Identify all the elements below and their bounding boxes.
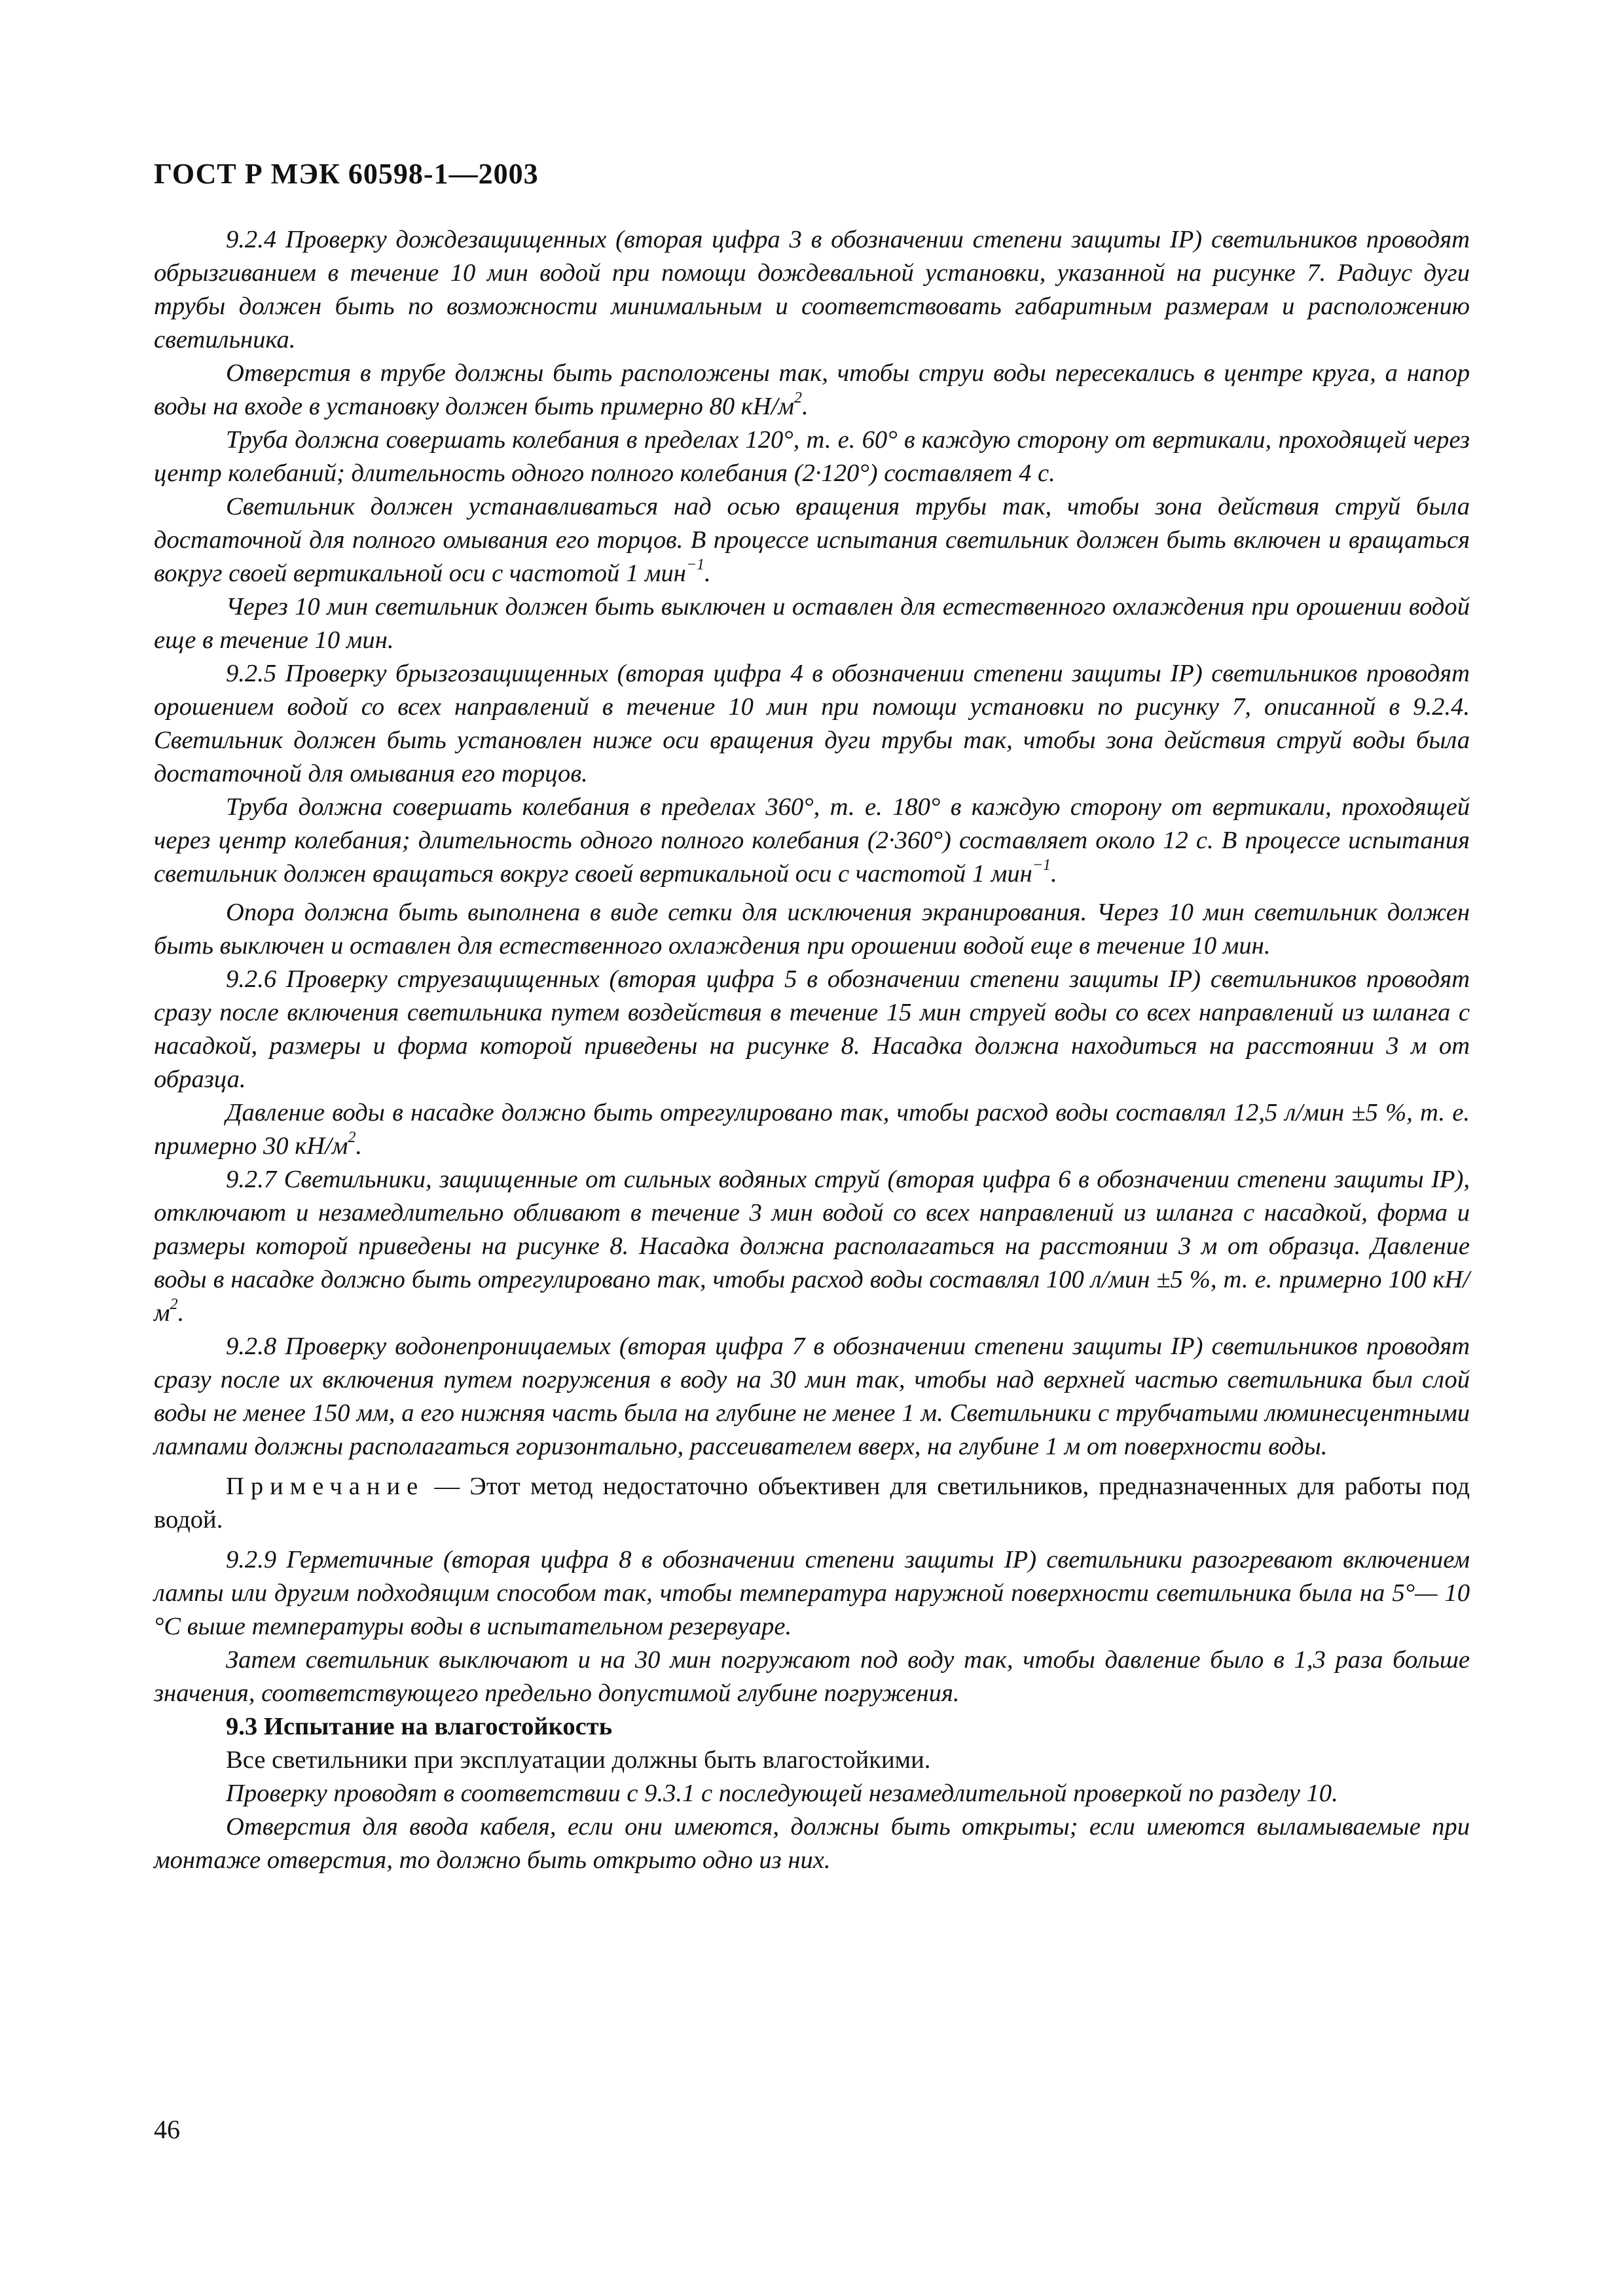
paragraph: 9.2.7 Светильники, защищенные от сильных водяных струй (вторая цифра 6 в обозначении степени защиты IP), отключают и незамедлительно обливают в течение 3 мин водой со всех направлений из шланга с насадкой, форма и размеры которой приведены на рисунке 8. Насадка должна располагаться на расстоянии 3 м от образца. Давление воды в насадке должно быть отрегулировано так, чтобы расход воды составлял 100 л/мин ±5 %, т. е. примерно 100 $кН/м^2$. bbox=[154, 1166, 1470, 1327]
paragraph: Труба должна совершать колебания в пределах 360°, т. е. 180° в каждую сторону от вертикали, проходящей через центр колебания; длительность одного полного колебания (2·360°) составляет около 12 с. В процессе испытания светильник должен вращаться вокруг своей вертикальной оси с частотой 1 мин$^{-1}$. bbox=[154, 793, 1470, 888]
section-heading: 9.3 Испытание на влагостойкость bbox=[226, 1713, 613, 1740]
note bbox=[154, 1470, 1470, 1537]
document-header: ГОСТ Р МЭК 60598-1—2003 bbox=[154, 158, 539, 190]
paragraph: Отверстия для ввода кабеля, если они имеются, должны быть открыты; если имеются выламываемые при монтаже отверстия, то должно быть открыто одно из них. bbox=[154, 1813, 1470, 1874]
section-intro: Все светильники при эксплуатации должны быть влагостойкими. bbox=[226, 1746, 931, 1774]
paragraph: Труба должна совершать колебания в пределах 120°, т. е. 60° в каждую сторону от вертикали, проходящей через центр колебаний; длительность одного полного колебания (2·120°) составляет 4 с. bbox=[154, 426, 1470, 487]
document-body bbox=[154, 223, 1470, 1877]
paragraph: Давление воды в насадке должно быть отрегулировано так, чтобы расход воды составлял 12,5 л/мин ±5 %, т. е. примерно 30 $кН/м^2$. bbox=[154, 1099, 1470, 1160]
paragraph: 9.2.6 Проверку струезащищенных (вторая цифра 5 в обозначении степени защиты IP) светильников проводят сразу после включения светильника путем воздействия в течение 15 мин струей воды со всех направлений из шланга с насадкой, размеры и форма которой приведены на рисунке 8. Насадка должна находиться на расстоянии 3 м от образца. bbox=[154, 965, 1470, 1093]
paragraph: Проверку проводят в соответствии с 9.3.1 с последующей незамедлительной проверкой по разделу 10. bbox=[226, 1780, 1338, 1807]
document-page bbox=[154, 157, 1470, 1877]
paragraph: Опора должна быть выполнена в виде сетки для исключения экранирования. Через 10 мин светильник должен быть выключен и оставлен для естественного охлаждения при орошении водой еще в течение 10 мин. bbox=[154, 899, 1470, 960]
paragraph: 9.2.5 Проверку брызгозащищенных (вторая цифра 4 в обозначении степени защиты IP) светильников проводят орошением водой со всех направлений в течение 10 мин при помощи установки по рисунку 7, описанной в 9.2.4. Светильник должен быть установлен ниже оси вращения дуги трубы так, чтобы зона действия струй воды была достаточной для омывания его торцов. bbox=[154, 660, 1470, 787]
paragraph: 9.2.8 Проверку водонепроницаемых (вторая цифра 7 в обозначении степени защиты IP) светильников проводят сразу после их включения путем погружения в воду на 30 мин так, чтобы над верхней частью светильника был слой воды не менее 150 мм, а его нижняя часть была на глубине не менее 1 м. Светильники с трубчатыми люминесцентными лампами должны располагаться горизонтально, рассеивателем вверх, на глубине 1 м от поверхности воды. bbox=[154, 1333, 1470, 1460]
paragraph: Отверстия в трубе должны быть расположены так, чтобы струи воды пересекались в центре круга, а напор воды на входе в установку должен быть примерно 80 $кН/м^2$. bbox=[154, 359, 1470, 420]
paragraph: Через 10 мин светильник должен быть выключен и оставлен для естественного охлаждения при орошении водой еще в течение 10 мин. bbox=[154, 593, 1470, 654]
paragraph: Затем светильник выключают и на 30 мин погружают под воду так, чтобы давление было в 1,3 раза больше значения, соответствующего предельно допустимой глубине погружения. bbox=[154, 1646, 1470, 1707]
note-label: Примечание bbox=[226, 1473, 425, 1500]
paragraph: 9.2.9 Герметичные (вторая цифра 8 в обозначении степени защиты IP) светильники разогревают включением лампы или другим подходящим способом так, чтобы температура наружной поверхности светильника была на 5°— 10 °С выше температуры воды в испытательном резервуаре. bbox=[154, 1546, 1470, 1640]
note-text: — Этот метод недостаточно объективен для светильников, предназначенных для работы под водой. bbox=[154, 1473, 1470, 1534]
paragraph: Светильник должен устанавливаться над осью вращения трубы так, чтобы зона действия струй была достаточной для полного омывания его торцов. В процессе испытания светильник должен быть включен и вращаться вокруг своей вертикальной оси с частотой 1 мин$^{-1}$. bbox=[154, 493, 1470, 587]
paragraph: 9.2.4 Проверку дождезащищенных (вторая цифра 3 в обозначении степени защиты IP) светильников проводят обрызгиванием в течение 10 мин водой при помощи дождевальной установки, указанной на рисунке 7. Радиус дуги трубы должен быть по возможности минимальным и соответствовать габаритным размерам и расположению светильника. bbox=[154, 226, 1470, 353]
page-number: 46 bbox=[154, 2115, 180, 2144]
